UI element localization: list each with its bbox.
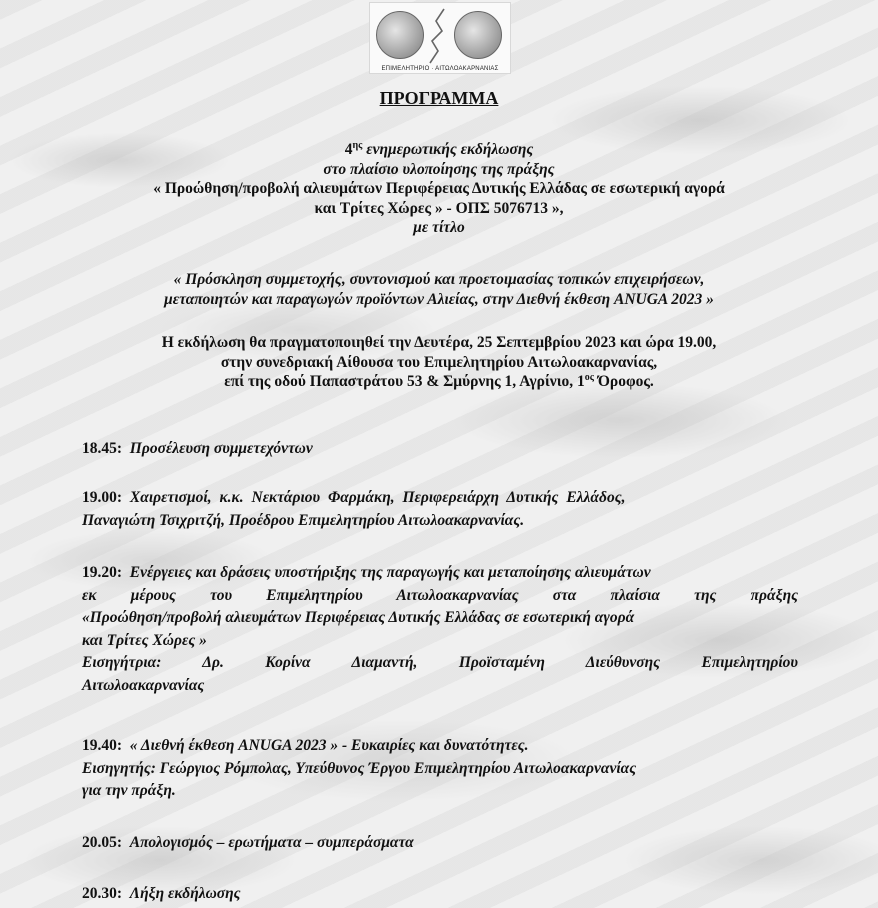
schedule-text: Λήξη εκδήλωσης: [129, 885, 241, 902]
schedule-text-cont: εκ μέρους του Επιμελητηρίου Αιτωλοακαρνανίας στα πλαίσια της πράξης: [82, 586, 798, 604]
schedule-item-1845: [82, 438, 798, 461]
schedule-text-cont: «Προώθηση/προβολή αλιευμάτων Περιφέρειας Δυτικής Ελλάδας σε εσωτερική αγορά: [82, 609, 635, 626]
schedule-text: Απολογισμός – ερωτήματα – συμπεράσματα: [129, 834, 414, 851]
intro-block: [60, 140, 818, 238]
schedule-item-2005: [82, 832, 798, 855]
schedule-time: 20.05:: [82, 834, 123, 851]
schedule-item-1920: [82, 562, 798, 697]
page-title: ΠΡΟΓΡΑΜΜΑ: [379, 88, 499, 108]
intro-line-1: $4^{\eta\varsigma}$ ενημερωτικής εκδήλωσης: [344, 139, 534, 158]
coin-right-icon: [454, 11, 502, 59]
schedule-text-cont: και Τρίτες Χώρες »: [82, 631, 207, 649]
schedule-text: Ενέργειες και δράσεις υποστήριξης της παραγωγής και μεταποίησης αλιευμάτων: [129, 564, 651, 581]
schedule-speaker: Εισηγήτρια: Δρ. Κορίνα Διαμαντή, Προϊσταμένη Διεύθυνσης Επιμελητηρίου: [82, 654, 798, 671]
schedule-item-1940: [82, 735, 798, 803]
schedule-time: 19.40:: [82, 737, 123, 754]
schedule-speaker-cont: για την πράξη.: [82, 782, 176, 799]
event-info: Η εκδήλωση θα πραγματοποιηθεί την Δευτέρα, 25 Σεπτεμβρίου 2023 και ώρα 19.00, στην συνεδριακή Αίθουσα του Επιμελητηρίου Αιτωλοακαρνανίας, επί της οδού Παπαστράτου 53 & Σμύρνης 1, Αγρίνιο, $1^{o\varsigma}$ Όροφος.: [161, 334, 717, 390]
schedule-time: 18.45:: [82, 440, 123, 457]
logo-caption: ΕΠΙΜΕΛΗΤΗΡΙΟ · ΑΙΤΩΛΟΑΚΑΡΝΑΝΙΑΣ: [381, 66, 499, 72]
schedule-time: 20.30:: [82, 885, 123, 902]
invitation-title: « Πρόσκληση συμμετοχής, συντονισμού και προετοιμασίας τοπικών επιχειρήσεων, μεταποιητών και παραγωγών προϊόντων Αλιείας, στην Διεθνή έκθεση ANUGA 2023 »: [164, 271, 714, 308]
chamber-logo: [369, 2, 511, 74]
schedule-time: 19.00:: [82, 489, 123, 506]
schedule-text-cont: Παναγιώτη Τσιχριτζή, Προέδρου Επιμελητηρίου Αιτωλοακαρνανίας.: [82, 511, 525, 529]
split-line-icon: [418, 7, 458, 65]
intro-line-4: και Τρίτες Χώρες » - ΟΠΣ 5076713 »,: [314, 199, 564, 217]
schedule-speaker: Εισηγητής: Γεώργιος Ρόμπολας, Υπεύθυνος Έργου Επιμελητηρίου Αιτωλοακαρνανίας: [82, 759, 637, 777]
schedule-text: Προσέλευση συμμετεχόντων: [129, 440, 313, 457]
intro-line-2: στο πλαίσιο υλοποίησης της πράξης: [323, 160, 555, 178]
schedule-speaker-cont: Αιτωλοακαρνανίας: [82, 676, 205, 694]
schedule-time: 19.20:: [82, 564, 123, 581]
schedule-text: « Διεθνή έκθεση ANUGA 2023 » - Ευκαιρίες και δυνατότητες.: [129, 737, 529, 754]
schedule-item-1900: [82, 487, 798, 532]
intro-line-5: με τίτλο: [413, 219, 465, 236]
coin-left-icon: [376, 11, 424, 59]
intro-line-3: « Προώθηση/προβολή αλιευμάτων Περιφέρειας Δυτικής Ελλάδας σε εσωτερική αγορά: [153, 180, 725, 197]
schedule-item-2030: [82, 883, 798, 906]
schedule-text: Χαιρετισμοί, κ.κ. Νεκτάριου Φαρμάκη, Περιφερειάρχη Δυτικής Ελλάδος,: [129, 489, 626, 506]
